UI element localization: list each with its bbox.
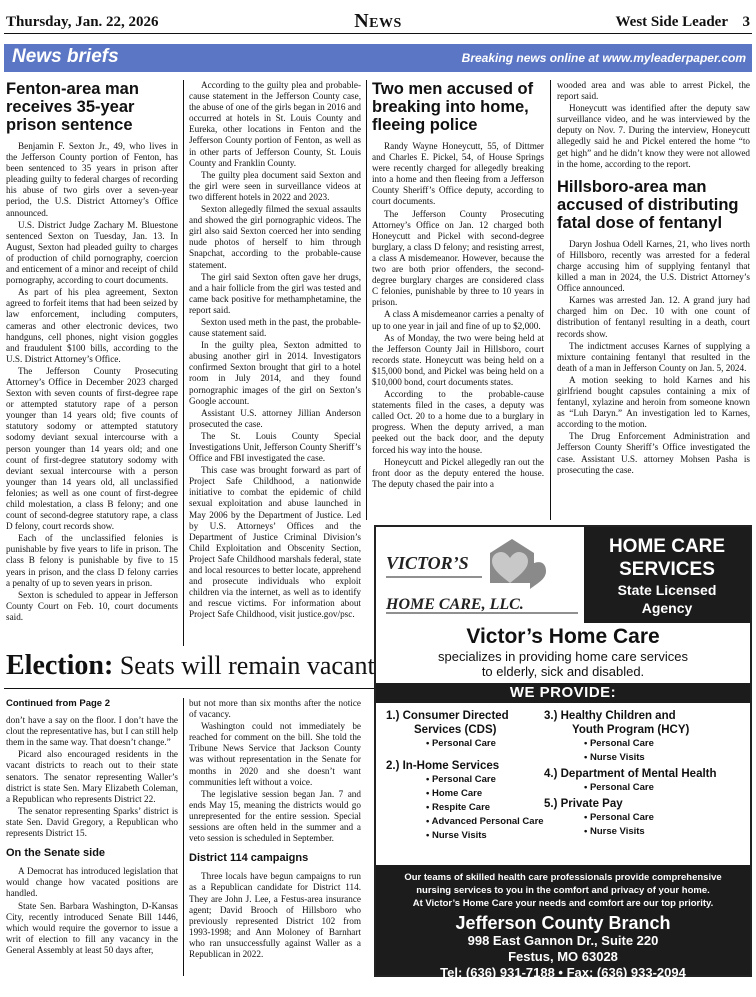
headline-burglary: Two men accused of breaking into home, fleeing police bbox=[372, 80, 534, 134]
paragraph: Honeycutt was identified after the deputy saw surveillance video, and he was interviewed by the deputy on Nov. 7. During the interview, Honeycutt allegedly said he and Pickel entered the home “to get high” and he didn’t know they were not allowed in the home, according to the report. bbox=[557, 103, 750, 169]
subhead-district-114: District 114 campaigns bbox=[189, 852, 309, 865]
service-item: • Personal Care bbox=[544, 737, 748, 751]
paragraph: don’t have a say on the floor. I don’t have the clout the representative has, but I can still help them in the same way. That doesn’t change.” bbox=[6, 715, 178, 748]
service-item: • Nurse Visits bbox=[544, 751, 748, 765]
paragraph: Picard also encouraged residents in the vacant districts to reach out to their state senators. The senator representing Waller’s district is state Sen. Mary Elizabeth Coleman, a Republican who represents District 22. bbox=[6, 749, 178, 804]
services-right bbox=[544, 709, 748, 839]
paragraph: Assistant U.S. attorney Jillian Anderson prosecuted the case. bbox=[189, 407, 361, 429]
logo-text-1: VICTOR’S bbox=[386, 553, 469, 573]
service-heading: 3.) Healthy Children and bbox=[544, 710, 676, 722]
paragraph: Each of the unclassified felonies is punishable by five years to life in prison. The class B felony is punishable by five to 15 years in prison, and the class D felony carries a penalty of up to seven years in prison. bbox=[6, 533, 178, 588]
page-number: 3 bbox=[742, 14, 750, 30]
agency-text: Agency bbox=[641, 600, 693, 616]
service-item: • Personal Care bbox=[544, 781, 748, 795]
licensed-text: State Licensed bbox=[617, 582, 717, 598]
election-col2 bbox=[189, 698, 361, 978]
paragraph: The Drug Enforcement Administration and Jefferson County Sheriff’s Office investigated the case. Assistant U.S. attorney Mohsen Pasha is prosecuting the case. bbox=[557, 431, 750, 475]
service-item: • Personal Care bbox=[386, 737, 556, 751]
election-headline bbox=[6, 650, 386, 682]
paragraph: The legislative session began Jan. 7 and ends May 15, meaning the districts would go unrepresented for the entire session. Special sessions are often held in the summer and a veto session is scheduled in September. bbox=[189, 788, 361, 844]
branch-name: Jefferson County Branch bbox=[455, 913, 671, 933]
election-label: Election: bbox=[6, 650, 114, 681]
service-heading: Youth Program (HCY) bbox=[572, 724, 690, 736]
headline-fentanyl: Hillsboro-area man accused of distributing fatal dose of fentanyl bbox=[557, 177, 739, 232]
spec-line-2: to elderly, sick and disabled. bbox=[481, 664, 645, 679]
address-line-1: 998 East Gannon Dr., Suite 220 bbox=[467, 933, 659, 948]
paragraph: Sexton used meth in the past, the probable-cause statement said. bbox=[189, 316, 361, 339]
note-line: At Victor’s Home Care your needs and comfort are our top priority. bbox=[412, 898, 714, 909]
paragraph: A motion seeking to hold Karnes and his girlfriend bought capsules containing a mix of fentanyl, xylazine and heroin from someone known as “Luh Daryn.” An investigation led to Karnes, according to the motion. bbox=[557, 374, 750, 430]
paragraph: Benjamin F. Sexton Jr., 49, who lives in the Jefferson County portion of Fenton, has been sentenced to 35 years in prison after pleading guilty to federal charges of recording his abuse of two girls over a seven-year period, the U.S. District Attorney’s Office announced. bbox=[6, 141, 178, 218]
paragraph: A Democrat has introduced legislation that would change how vacated positions are handled. bbox=[6, 866, 178, 899]
article-burglary bbox=[372, 80, 544, 520]
headline-fenton: Fenton-area man receives 35-year prison sentence bbox=[6, 80, 139, 134]
continued-note: Continued from Page 2 bbox=[6, 698, 110, 709]
logo-text-2: HOME CARE, LLC. bbox=[386, 596, 524, 613]
paragraph: The Jefferson County Prosecuting Attorney’s Office on Jan. 12 charged both Honeycutt and Pickel with second-degree burglary, a class D felony; and resisting arrest, a class A misdemeanor. However, because the two are both prior offenders, the second-degree burglary charges are considered class C felonies, punishable by three to 10 years in prison. bbox=[372, 208, 544, 308]
paragraph: Randy Wayne Honeycutt, 55, of Dittmer and Charles E. Pickel, 54, of House Springs were recently charged for allegedly breaking into a home and then fleeing from a Jefferson County Sheriff’s Office deputy, according to court documents. bbox=[372, 141, 544, 207]
paragraph: In the guilty plea, Sexton admitted to abusing another girl in 2014. Investigators confirmed Sexton brought that girl to a hotel room in July 2014, and they found pornographic images of the girl on Sexton’s Google account. bbox=[189, 340, 361, 406]
paragraph: Karnes was arrested Jan. 12. A grand jury had charged him on Dec. 10 with one count of distribution of fentanyl resulting in a death, court records show. bbox=[557, 295, 750, 339]
logo-graphic bbox=[382, 535, 582, 619]
election-title: Seats will remain vacant bbox=[119, 651, 375, 680]
paragraph: As part of his plea agreement, Sexton agreed to forfeit items that had been seized by law enforcement, including computers, cameras and other electronic devices, two handguns, cell phones, night vision goggles and fraudulent $100 bills, according to the U.S. District Attorney’s Office. bbox=[6, 287, 178, 364]
paragraph: wooded area and was able to arrest Pickel, the report said. bbox=[557, 80, 750, 102]
ad-company-name: Victor’s Home Care bbox=[466, 625, 660, 648]
services-text: SERVICES bbox=[619, 559, 715, 580]
we-provide-header: WE PROVIDE: bbox=[376, 683, 750, 703]
note-line: Our teams of skilled health care professionals provide comprehensive bbox=[404, 872, 722, 883]
paragraph: State Sen. Barbara Washington, D-Kansas City, recently introduced Senate Bill 1446, which would require the governor to issue a writ of election to fill any vacancy in the General Assembly at least 50 days after, bbox=[6, 900, 178, 955]
article-fenton-col1 bbox=[6, 80, 178, 646]
header-rule bbox=[4, 33, 752, 34]
column-rule bbox=[366, 80, 367, 520]
address-line-2: Festus, MO 63028 bbox=[508, 949, 618, 964]
services-left bbox=[386, 709, 556, 843]
issue-date: Thursday, Jan. 22, 2026 bbox=[6, 14, 159, 30]
column-rule bbox=[183, 698, 184, 976]
victors-home-care-ad[interactable] bbox=[374, 525, 752, 996]
service-heading: 4.) Department of Mental Health bbox=[544, 768, 717, 780]
news-briefs-banner bbox=[4, 44, 752, 72]
service-item: • Personal Care bbox=[386, 773, 556, 787]
subhead-senate: On the Senate side bbox=[6, 847, 106, 860]
service-heading: 1.) Consumer Directed bbox=[386, 710, 509, 722]
spec-line-1: specializes in providing home care services bbox=[437, 649, 688, 664]
election-rule bbox=[4, 688, 386, 689]
note-line: nursing services to you in the comfort and privacy of your home. bbox=[416, 885, 710, 896]
service-item: • Advanced Personal Care bbox=[386, 815, 556, 829]
home-care-services-box bbox=[584, 527, 750, 623]
banner-link[interactable]: Breaking news online at www.myleaderpaper.com bbox=[461, 51, 746, 65]
paragraph: The indictment accuses Karnes of supplying a mixture containing fentanyl that resulted in the death of a man in Jefferson County on Jan. 5, 2024. bbox=[557, 340, 750, 373]
paragraph: Daryn Joshua Odell Karnes, 21, who lives north of Hillsboro, recently was arrested for a federal charge accusing him of supplying fentanyl that killed a man in 2024, the U.S. District Attorney’s Office announced. bbox=[557, 238, 750, 294]
paragraph: The girl said Sexton often gave her drugs, and a hair follicle from the girl was tested and came back positive for methamphetamine, the report said. bbox=[189, 271, 361, 315]
service-item: • Nurse Visits bbox=[544, 825, 748, 839]
banner-title: News briefs bbox=[12, 46, 119, 67]
phone-fax[interactable]: Tel: (636) 931-7188 • Fax: (636) 933-2094 bbox=[440, 965, 686, 980]
paragraph: Sexton is scheduled to appear in Jefferson County Court on Feb. 10, court documents said. bbox=[6, 589, 178, 622]
ad-contact-block bbox=[376, 865, 750, 996]
paragraph: The St. Louis County Special Investigations Unit, Jefferson County Sheriff’s Office and FBI investigated the case. bbox=[189, 430, 361, 464]
paragraph: The guilty plea document said Sexton and the girl were seen in surveillance videos at two different hotels in 2022 and 2023. bbox=[189, 169, 361, 202]
section-title: News bbox=[354, 10, 402, 32]
ad-top bbox=[376, 527, 750, 623]
paragraph: but not more than six months after the notice of vacancy. bbox=[189, 698, 361, 720]
service-heading: Services (CDS) bbox=[414, 724, 497, 736]
article-fenton-col2 bbox=[189, 80, 361, 646]
company-logo bbox=[382, 535, 582, 619]
service-item: • Home Care bbox=[386, 787, 556, 801]
service-item: • Nurse Visits bbox=[386, 829, 556, 843]
ad-note bbox=[376, 871, 750, 910]
paragraph: According to the probable-cause statements filed in the cases, a deputy was called Oct. 20 to a home due to a burglary in progress. When the deputy arrived, a man peeked out the back door, and the deputy forced his way into the house. bbox=[372, 389, 544, 455]
paragraph: According to the guilty plea and probable-cause statement in the Jefferson County case, the abuse of one of the girls began in 2016 and occurred at hotels in St. Louis County and Eureka, other locations in Fenton and the Jefferson County portion of Fenton, as well as in other parts of Jefferson County, St. Louis County and Franklin County. bbox=[189, 80, 361, 168]
paragraph: A class A misdemeanor carries a penalty of up to one year in jail and fine of up to $2,000. bbox=[372, 309, 544, 331]
paragraph: Honeycutt and Pickel allegedly ran out the front door as the deputy entered the house. The deputy chased the pair into a bbox=[372, 456, 544, 489]
election-col1 bbox=[6, 698, 178, 978]
paragraph: Sexton allegedly filmed the sexual assaults and showed the girl pornographic videos. The girl also said Sexton coerced her into sending nude photos of herself to him through Snapchat, according to the probable-cause statement. bbox=[189, 204, 361, 270]
email-link[interactable]: victors_home_care@yahoo.com bbox=[463, 981, 663, 996]
service-heading: 2.) In-Home Services bbox=[386, 760, 500, 772]
paragraph: As of Monday, the two were being held at the Jefferson County Jail in Hillsboro, court records state. Honeycutt was being held on a $15,000 bond, and Pickel was being held on a $10,000 bond, court documents states. bbox=[372, 332, 544, 387]
column-rule bbox=[550, 80, 551, 520]
home-care-text: HOME CARE bbox=[608, 536, 726, 557]
paragraph: The senator representing Sparks’ district is state Sen. David Gregory, a Republican who represents District 15. bbox=[6, 805, 178, 839]
service-item: • Respite Care bbox=[386, 801, 556, 815]
article-fentanyl-col bbox=[557, 80, 750, 520]
paragraph: Washington could not immediately be reached for comment on the bill. She told the Tribune News Service that Jackson County was without representation in the Senate for months in 2020 and she doesn’t want communities left without a voice. bbox=[189, 721, 361, 787]
paragraph: Three locals have begun campaigns to run as a Republican candidate for District 114. They are John J. Lee, a Festus-area insurance agent; David Brooch of Hillsboro who previously represented District 102 from 1993-1998; and Ann Moloney of Barnhart who ran unsuccessfully against Waller as a Republican in 2022. bbox=[189, 871, 361, 959]
service-heading: 5.) Private Pay bbox=[544, 798, 623, 810]
ad-specializes bbox=[376, 649, 750, 679]
paragraph: The Jefferson County Prosecuting Attorney’s Office in December 2023 charged Sexton with seven counts of first-degree rape or attempted statutory rape of a person younger than 14 years old; five counts of statutory sodomy or attempted statutory sodomy deviant sexual intercourse with a person younger than 14 years old; and one count of first-degree statutory sodomy with deviant sexual intercourse with a person younger than 14 years old, all unclassified felonies; as well as one count of first-degree child molestation, a class B felony; and one count of second-degree statutory rape, a class D felony, court records show. bbox=[6, 365, 178, 532]
column-rule bbox=[183, 80, 184, 646]
paragraph: This case was brought forward as part of Project Safe Childhood, a nationwide initiative to combat the epidemic of child sexual exploitation and abuse launched in May 2006 by the Department of Justice. Led by U.S. Attorneys’ Offices and the Department of Justice Criminal Division’s Child Exploitation and Obscenity Section, Project Safe Childhood marshals federal, state and local resources to better locate, apprehend and prosecute individuals who exploit children via the internet, as well as to identify and rescue victims. For information about Project Safe Childhood, visit justice.gov/psc. bbox=[189, 465, 361, 620]
paragraph: U.S. District Judge Zachary M. Bluestone sentenced Sexton on Tuesday, Jan. 13. In August, Sexton had pleaded guilty to charges of production of child pornography, coercion and enticement of a minor and receipt of child pornography, according to court documents. bbox=[6, 219, 178, 286]
paper-name: West Side Leader bbox=[615, 14, 728, 30]
service-item: • Personal Care bbox=[544, 811, 748, 825]
